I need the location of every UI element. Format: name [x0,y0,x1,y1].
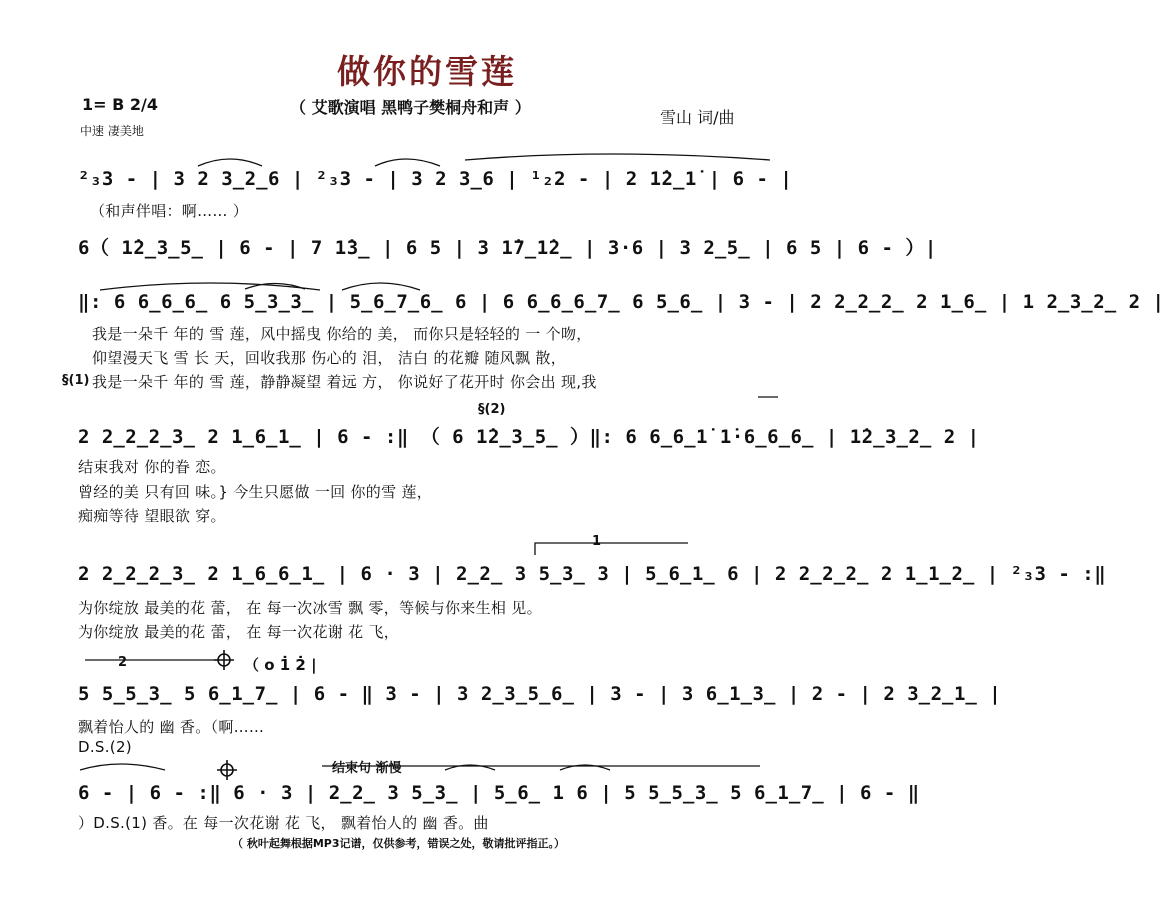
composer-credit: 雪山 词/曲 [660,108,735,127]
footnote: （ 秋叶起舞根据MP3记谱，仅供参考，错误之处，敬请批评指正。） [232,837,565,850]
lyric-4-2: 曾经的美 只有回 味。} 今生只愿做 一回 你的雪 莲， [78,483,433,501]
lyric-5-2: 为你绽放 最美的花 蕾， 在 每一次花谢 花 飞， [78,623,400,641]
tempo-marking: 中速 凄美地 [80,124,144,138]
tie-arc [198,159,262,166]
song-title: 做你的雪莲 [337,52,517,91]
lyric-4-1: 结束我对 你的眷 恋。 [78,458,226,476]
performer-line: （ 艾歌演唱 黑鸭子樊桐舟和声 ） [290,98,531,117]
lyric-3-3: 我是一朵千 年的 雪 莲，静静凝望 着远 方， 你说好了花开时 你会出 现,我 [92,373,597,391]
staff-line-1: ²₃3 - | 3 2 3̲2̲6 | ²₃3 - | 3 2 3̲6 | ¹₂2 - | 2 1̇2̲1̇ | 6 - | [78,168,793,190]
key-signature: 1= B 2/4 [82,95,158,114]
lyric-1-1: （和声伴唱：啊…… ） [90,202,249,220]
slur-arc [342,283,420,290]
staff-line-2: 6（ 1̇2̲3̲5̲ | 6 - | 7 1̇3̲ | 6 5 | 3 1̇7̲1̇2̲ | 3·6 | 3 2̲5̲ | 6 5 | 6 - ）| [78,237,937,259]
staff-line-5: 2 2̲2̲2̲3̲ 2 1̲6̲6̲1̲ | 6 · 3 | 2̲2̲ 3 5̲3̲ 3 | 5̲6̲1̲ 6 | 2 2̲2̲2̲ 2 1̲1̲2̲ | ²₃3 - :‖ [78,563,1107,585]
ds-2-label: D.S.(2) [78,738,132,756]
lyric-5-1: 为你绽放 最美的花 蕾， 在 每一次冰雪 飘 零，等候与你来生相 见。 [78,599,542,617]
ending-label: 结束句 渐慢 [332,761,402,776]
slur-arc [80,764,165,770]
lyric-4-3: 痴痴等待 望眼欲 穿。 [78,507,226,525]
staff-line-7: 6 - | 6 - :‖ 6 · 3 | 2̲2̲ 3 5̲3̲ | 5̲6̲ 1 6 | 5 5̲5̲3̲ 5 6̲1̲7̲ | 6 - ‖ [78,782,920,804]
slur-arc [465,154,770,160]
segno-2-label: §(2) [478,402,506,417]
segno-1-label: §(1) [62,373,90,388]
volta-1-label: 1 [592,534,602,549]
volta-1-bracket [535,543,688,555]
tie-arc [375,159,440,166]
volta-2-label: 2 [118,655,128,670]
lyric-6-1: 飘着怡人的 幽 香。（啊…… [78,718,265,736]
lyric-7-1: ）D.S.(1) 香。在 每一次花谢 花 飞， 飘着怡人的 幽 香。曲 [78,814,489,832]
pickup-notes: （ o 1̇ 2̇ | [244,656,317,674]
staff-line-3: ‖: 6 6̲6̲6̲ 6 5̲3̲3̲ | 5̲6̲7̲6̲ 6 | 6 6̲6̲6̲7̲ 6 5̲6̲ | 3 - | 2 2̲2̲2̲ 2 1̲6̲ | 1 2̲3̲2̲ 2 | [78,291,1164,313]
staff-line-4: 2 2̲2̲2̲3̲ 2 1̲6̲1̲ | 6 - :‖ （ 6 1̇2̲3̲5̲ ）‖: 6 6̲6̲1̇ 1̇·6̲6̲6̲ | 1̇2̲3̲2̲ 2 | [78,426,980,448]
staff-line-6: 5 5̲5̲3̲ 5 6̲1̲7̲ | 6 - ‖ 3 - | 3 2̲3̲5̲6̲ | 3 - | 3 6̲1̲3̲ | 2 - | 2 3̲2̲1̲ | [78,683,1002,705]
lyric-3-2: 仰望漫天飞 雪 长 天，回收我那 伤心的 泪， 洁白 的花瓣 随风飘 散， [92,349,567,367]
lyric-3-1: 我是一朵千 年的 雪 莲，风中摇曳 你给的 美， 而你只是轻轻的 一 个吻， [92,325,592,343]
